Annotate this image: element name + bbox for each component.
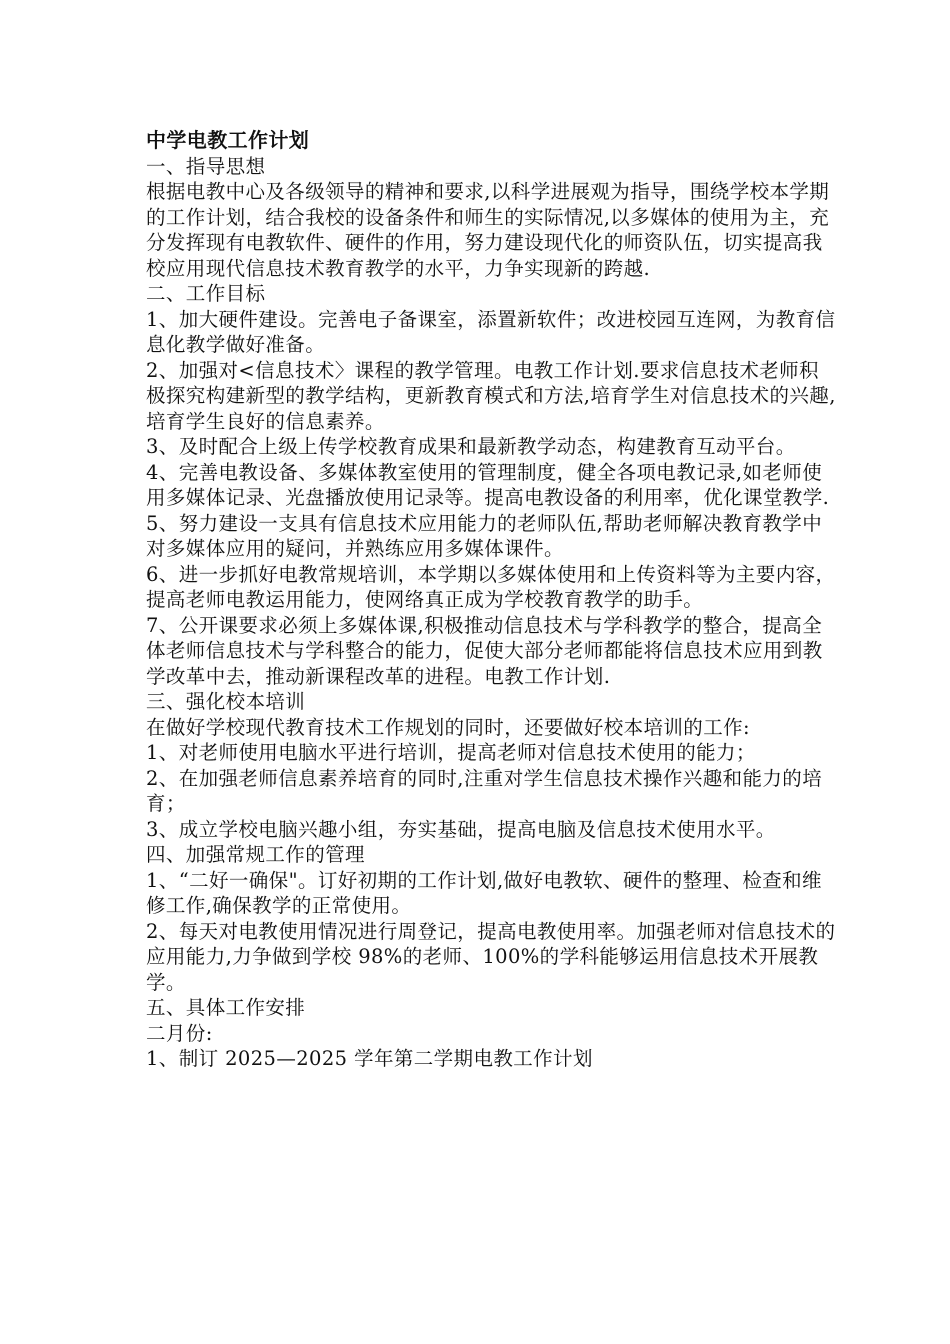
goal-item-5: 5、努力建设一支具有信息技术应用能力的老师队伍,帮助老师解决教育教学中对多媒体应用的疑问，并熟练应用多媒体课件。 [146, 511, 823, 560]
goal-item-3: 3、及时配合上级上传学校教育成果和最新教学动态，构建教育互动平台。 [146, 435, 796, 458]
goal-item-2: 2、加强对<信息技术〉课程的教学管理。电教工作计划.要求信息技术老师积极探究构建新型的教学结构，更新教育模式和方法,培育学生对信息技术的兴趣,培育学生良好的信息素养。 [146, 358, 836, 433]
training-item-1: 1、对老师使用电脑水平进行培训，提高老师对信息技术使用的能力； [146, 741, 756, 764]
section-heading-guiding-ideology: 一、指导思想 [146, 154, 266, 178]
section-heading-routine-management: 四、加强常规工作的管理 [146, 843, 365, 866]
schedule-month-february: 二月份: [146, 1021, 213, 1045]
goal-item-7: 7、公开课要求必须上多媒体课,积极推动信息技术与学科教学的整合，提高全体老师信息技术与学科整合的能力，促使大部分老师都能将信息技术应用到教学改革中去，推动新课程改革的进程。电教工作计划. [146, 613, 823, 688]
training-item-2: 2、在加强老师信息素养培育的同时,注重对学生信息技术操作兴趣和能力的培育； [146, 766, 823, 815]
training-item-3: 3、成立学校电脑兴趣小组，夯实基础，提高电脑及信息技术使用水平。 [146, 817, 776, 841]
goal-item-1: 1、加大硬件建设。完善电子备课室，添置新软件；改进校园互连网，为教育信息化教学做好准备。 [146, 307, 836, 356]
management-item-2: 2、每天对电教使用情况进行周登记，提高电教使用率。加强老师对信息技术的应用能力,力争做到学校 98%的老师、100%的学科能够运用信息技术开展教学。 [146, 919, 836, 994]
document-title: 中学电教工作计划 [146, 128, 310, 152]
section-heading-school-training: 三、强化校本培训 [146, 690, 306, 713]
paragraph-school-training-intro: 在做好学校现代教育技术工作规划的同时，还要做好校本培训的工作: [146, 715, 750, 739]
section-heading-work-schedule: 五、具体工作安排 [146, 996, 306, 1019]
schedule-item-1: 1、制订 2025—2025 学年第二学期电教工作计划 [146, 1047, 593, 1070]
goal-item-6: 6、进一步抓好电教常规培训，本学期以多媒体使用和上传资料等为主要内容，提高老师电教运用能力，使网络真正成为学校教育教学的助手。 [146, 562, 836, 611]
management-item-1: 1、“二好一确保"。订好初期的工作计划,做好电教软、硬件的整理、检查和维修工作,确保教学的正常使用。 [146, 868, 822, 917]
goal-item-4: 4、完善电教设备、多媒体教室使用的管理制度，健全各项电教记录,如老师使用多媒体记录、光盘播放使用记录等。提高电教设备的利用率，优化课堂教学. [146, 460, 830, 509]
paragraph-guiding-ideology: 根据电教中心及各级领导的精神和要求,以科学进展观为指导，围绕学校本学期的工作计划，结合我校的设备条件和师生的实际情况,以多媒体的使用为主，充分发挥现有电教软件、硬件的作用，努力建设现代化的师资队伍，切实提高我校应用现代信息技术教育教学的水平，力争实现新的跨越. [146, 180, 830, 280]
document-body [146, 128, 836, 1072]
section-heading-work-goals: 二、工作目标 [146, 282, 266, 305]
